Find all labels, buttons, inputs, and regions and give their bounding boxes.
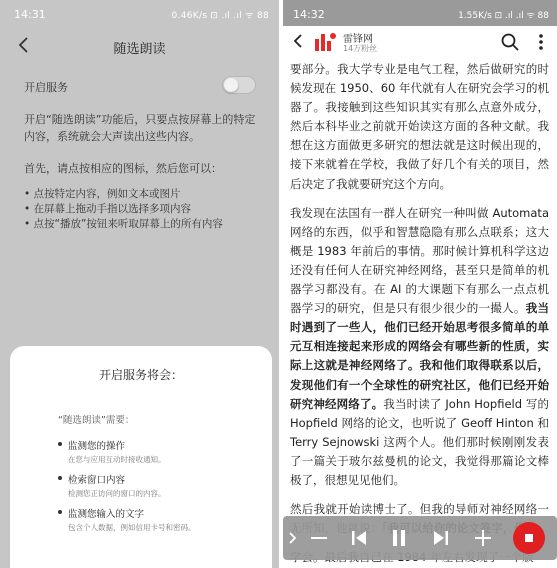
feature-list (24, 187, 264, 232)
pause-icon[interactable] (387, 527, 411, 549)
article-paragraph: 要部分。我大学专业是电气工程，然后做研究的时候发现在 1950、60 年代就有人在研究会学习的机器了。我接触到这些知识其实有那么点意外成分，然后本科毕业之前就开始读这方面的各种文献。我想在这方面做更多研究的想法就是这时候出现的，接下来就着在学校，我做了好几个有关的项目，然后决定了我就要研究这个方向。 (290, 62, 549, 191)
more-options-icon[interactable] (531, 31, 551, 53)
permission-name: 检索窗口内容 (68, 475, 126, 486)
permission-desc: 包含个人数据，例如信用卡号和密码。 (68, 523, 196, 532)
permission-desc: 检测您正访问的窗口的内容。 (68, 489, 166, 498)
collapse-chevron-icon[interactable] (285, 527, 299, 549)
status-time: 14:32 (293, 8, 325, 21)
permission-name: 监测您输入的文字 (68, 509, 145, 520)
permission-item (68, 506, 196, 533)
permission-item (68, 438, 166, 465)
instructions-text: 首先，请点按相应的图标，然后您可以： (24, 162, 222, 175)
status-bar (0, 0, 279, 26)
slower-button[interactable] (307, 527, 331, 549)
dialog-subtitle: “随选朗读”需要： (58, 415, 135, 426)
account-logo-icon[interactable] (313, 31, 337, 53)
faster-button[interactable] (471, 527, 495, 549)
search-icon[interactable] (499, 31, 521, 53)
back-arrow-icon[interactable] (289, 30, 309, 52)
status-time: 14:31 (14, 8, 46, 21)
permission-item (68, 472, 166, 499)
list-item: • 在屏幕上拖动手指以选择多项内容 (24, 203, 192, 215)
app-bar (0, 26, 279, 66)
stop-button[interactable] (513, 522, 545, 554)
status-indicators: 0.46K/s ⊡ .ıl .ıl ᯤ 88 (171, 11, 269, 21)
article-body (290, 60, 549, 568)
follower-count: 14万粉丝 (343, 44, 378, 53)
status-bar (283, 0, 557, 26)
page-title: 随选朗读 (113, 42, 166, 57)
article-bold-text: 我当时遇到了一些人，他们已经开始思考很多简单的单元互相连接起来形成的网络会有哪些新的性质，实际上这就是神经网络了。我和他们取得联系以后，发现他们有一个全球性的研究社区，他们已经开始研究神经网络了。 (290, 301, 550, 411)
previous-icon[interactable] (347, 527, 371, 549)
dialog-title: 开启服务将会： (98, 368, 183, 382)
permission-dialog (10, 346, 272, 568)
list-item: • 点按特定内容，例如文本或图片 (24, 188, 181, 200)
next-icon[interactable] (429, 527, 453, 549)
article-screen (283, 0, 557, 568)
account-name[interactable]: 雷锋网 (343, 34, 373, 45)
permission-desc: 在您与应用互动时接收通知。 (68, 455, 166, 464)
status-indicators: 1.55K/s ⊡ .ıl .ıl ᯤ 88 (458, 11, 549, 21)
service-toggle-row[interactable] (24, 76, 260, 96)
permission-name: 监测您的操作 (68, 441, 126, 452)
description-text: 开启“随选朗读”功能后，只要点按屏幕上的特定内容，系统就会大声读出这些内容。 (24, 113, 256, 143)
article-paragraph: 然后我就开始读博士了。但我的导师对神经网络一 (290, 500, 549, 538)
read-aloud-player (283, 516, 557, 560)
service-toggle-label: 开启服务 (24, 81, 68, 94)
list-item: • 点按“播放”按钮来听取屏幕上的所有内容 (24, 218, 223, 230)
service-toggle-switch[interactable] (222, 76, 256, 94)
article-header (283, 26, 557, 58)
article-paragraph: 我发现在法国有一群人在研究一种叫做 Automata 网络的东西，似乎和智慧隐隐有那么点联系；这大概是 1983 年前后的事情。那时候计算机科学这边还没有任何人在研究神经网络，甚至只是简单的机器学习都没有。在 AI 的大课题下有那么一点点机器学习的研究，但是只有很少很少的一撮人。我当时遇到了一些人，他们已经开始思考很多简单的单元互相连接起来形成的网络会有哪些新的性质，实际上这就是神经网络了。我和他们取得联系以后，发现他们有一个全球性的研究社区，他们已经开始研究神经网络了。我当时读了 John Hopfield 写的 Hopfield 网络的论文，也听说了 Geoff Hinton 和 Terry Sejnowski 这两个人。他们那时候刚刚发表了一篇关于玻尔兹曼机的论文，我觉得那篇论文棒极了，很想见见他们。 (290, 205, 550, 487)
stop-icon (525, 534, 533, 542)
